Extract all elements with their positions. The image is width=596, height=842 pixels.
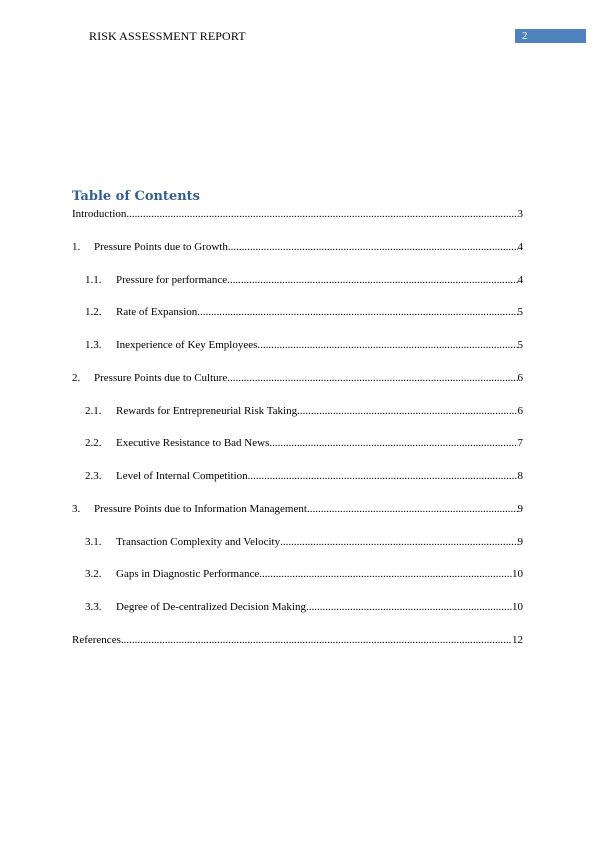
dot-leader	[259, 568, 512, 581]
dot-leader	[248, 470, 518, 483]
toc-entry-number: 3.3.	[85, 601, 102, 613]
toc-entry-page: 7	[517, 437, 523, 449]
toc-entry-page: 5	[517, 306, 523, 318]
toc-entry-label: Level of Internal Competition	[116, 470, 248, 482]
dot-leader	[197, 306, 517, 319]
dot-leader	[257, 339, 517, 352]
toc-entry-page: 4	[517, 241, 523, 253]
toc-entry-page: 9	[517, 503, 523, 515]
toc-entry-number: 3.1.	[85, 536, 102, 548]
toc-entry-number: 1.2.	[85, 306, 102, 318]
toc-entry-label: Pressure for performance	[116, 274, 228, 286]
toc-entry-performance[interactable]	[85, 273, 523, 287]
toc-entry-number: 1.3.	[85, 339, 102, 351]
toc-entry-references[interactable]	[72, 633, 523, 647]
page-number-badge: 2	[515, 29, 586, 43]
toc-entry-information[interactable]	[72, 502, 523, 516]
toc-entry-label: Executive Resistance to Bad News	[116, 437, 270, 449]
toc-entry-number: 2.	[72, 372, 81, 384]
toc-entry-page: 3	[517, 208, 523, 220]
dot-leader	[297, 405, 517, 418]
toc-entry-page: 10	[512, 568, 523, 580]
toc-entry-page: 10	[512, 601, 523, 613]
toc-entry-page: 8	[517, 470, 523, 482]
toc-entry-page: 9	[517, 536, 523, 548]
toc-entry-culture[interactable]	[72, 371, 523, 385]
toc-heading: Table of Contents	[72, 189, 200, 204]
toc-entry-number: 1.1.	[85, 274, 102, 286]
toc-entry-label: Pressure Points due to Growth	[94, 241, 228, 253]
dot-leader	[227, 274, 517, 287]
toc-entry-decision-making[interactable]	[85, 600, 523, 614]
toc-entry-label: Rate of Expansion	[116, 306, 198, 318]
toc-entry-page: 6	[517, 372, 523, 384]
toc-entry-label: Degree of De-centralized Decision Making	[116, 601, 306, 613]
toc-entry-label: Pressure Points due to Culture	[94, 372, 228, 384]
dot-leader	[228, 241, 518, 254]
dot-leader	[126, 208, 517, 221]
dot-leader	[307, 503, 518, 516]
toc-entry-inexperience[interactable]	[85, 338, 523, 352]
toc-entry-diagnostic[interactable]	[85, 567, 523, 581]
toc-entry-competition[interactable]	[85, 469, 523, 483]
toc-entry-number: 2.2.	[85, 437, 102, 449]
dot-leader	[121, 634, 512, 647]
toc-entry-page: 6	[517, 405, 523, 417]
header-title: RISK ASSESSMENT REPORT	[89, 29, 246, 43]
dot-leader	[227, 372, 517, 385]
dot-leader	[269, 437, 517, 450]
toc-entry-growth[interactable]	[72, 240, 523, 254]
toc-entry-label: Pressure Points due to Information Management	[94, 503, 307, 515]
toc-entry-label: References	[72, 634, 121, 646]
toc-entry-resistance[interactable]	[85, 436, 523, 450]
toc-entry-page: 4	[517, 274, 523, 286]
toc-entry-number: 3.	[72, 503, 81, 515]
toc-entry-label: Transaction Complexity and Velocity	[116, 536, 281, 548]
toc-entry-transaction[interactable]	[85, 535, 523, 549]
dot-leader	[306, 601, 512, 614]
toc-entry-label: Rewards for Entrepreneurial Risk Taking	[116, 405, 298, 417]
toc-entry-number: 3.2.	[85, 568, 102, 580]
toc-entry-number: 1.	[72, 241, 81, 253]
toc-entry-rewards[interactable]	[85, 404, 523, 418]
toc-entry-number: 2.1.	[85, 405, 102, 417]
toc-entry-page: 5	[517, 339, 523, 351]
toc-entry-label: Introduction	[72, 208, 127, 220]
toc-entry-label: Gaps in Diagnostic Performance	[116, 568, 260, 580]
dot-leader	[280, 536, 517, 549]
toc-entry-introduction[interactable]	[72, 207, 523, 221]
toc-entry-page: 12	[512, 634, 523, 646]
toc-entry-label: Inexperience of Key Employees	[116, 339, 258, 351]
toc-entry-number: 2.3.	[85, 470, 102, 482]
toc-entry-expansion[interactable]	[85, 305, 523, 319]
